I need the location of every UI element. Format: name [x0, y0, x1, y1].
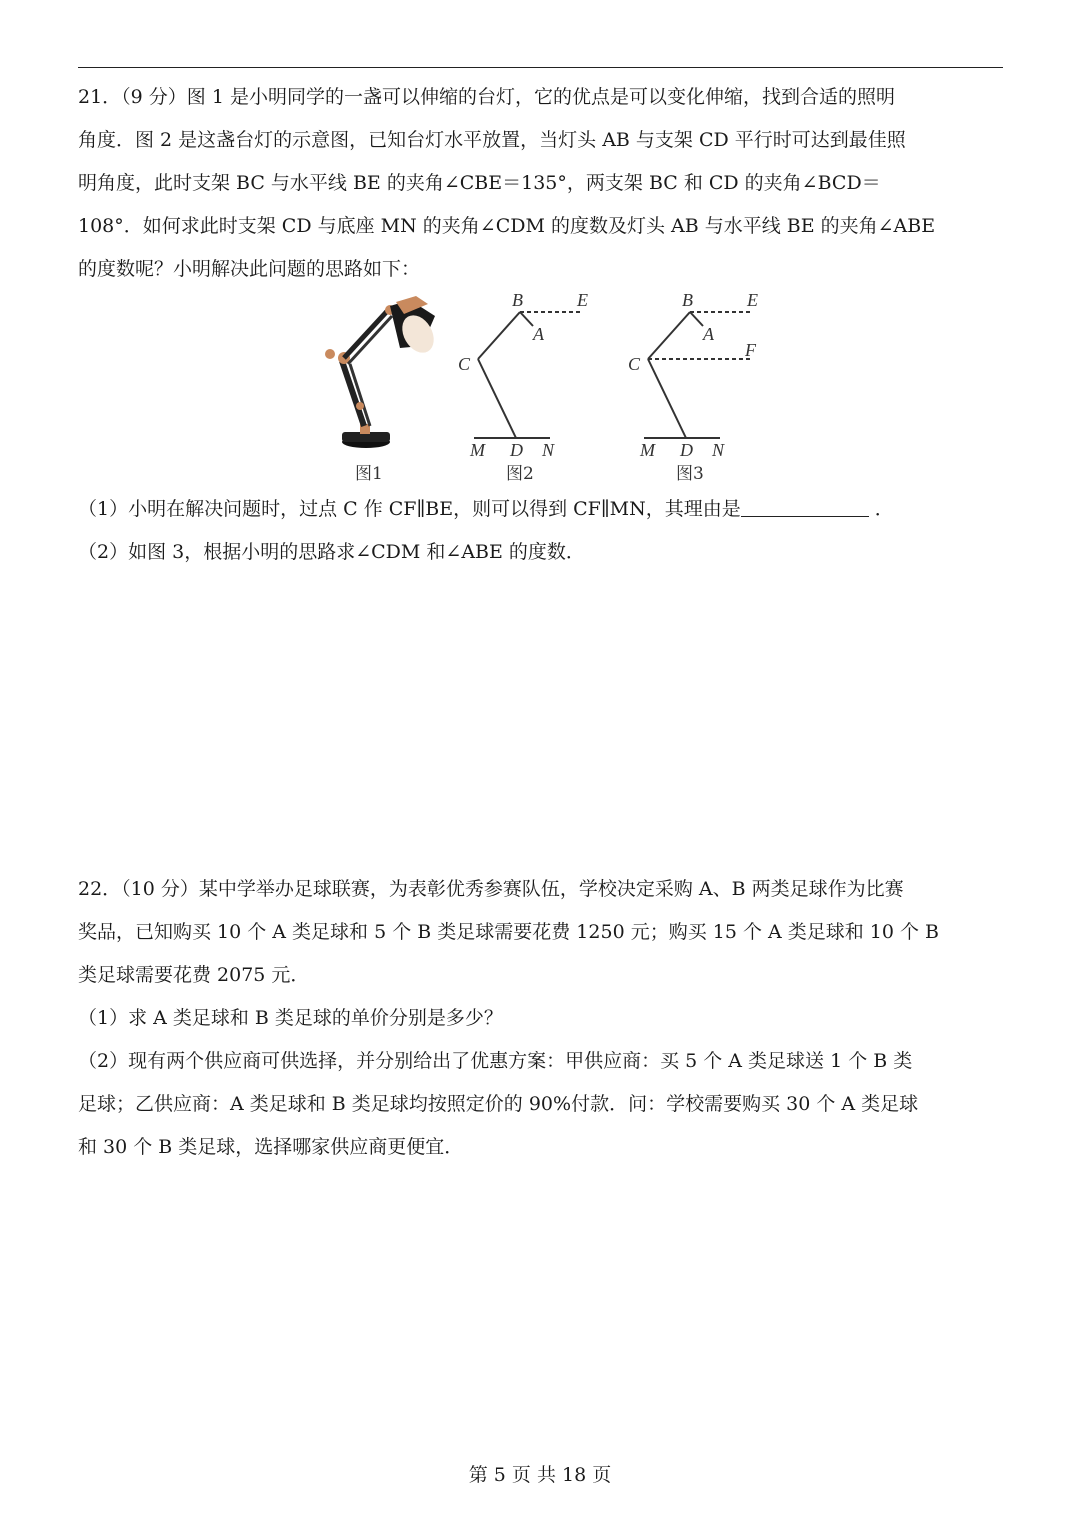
fig2-label-N: N — [542, 440, 555, 460]
fig2-label-A: A — [533, 324, 544, 344]
fig2-label-D: D — [510, 440, 523, 460]
q22-line-1: 22．（10 分）某中学举办足球联赛，为表彰优秀参赛队伍，学校决定采购 A、B 两类足球作为比赛 — [78, 878, 904, 900]
q21-line-4: 108°．如何求此时支架 CD 与底座 MN 的夹角∠CDM 的度数及灯头 AB 与水平线 BE 的夹角∠ABE — [78, 215, 936, 237]
fig2-label-C: C — [458, 354, 471, 374]
fig3-caption: 图3 — [676, 464, 704, 484]
fig3-label-D: D — [680, 440, 693, 460]
q21-part-2: （2）如图 3，根据小明的思路求∠CDM 和∠ABE 的度数． — [78, 541, 585, 563]
fig2-label-B: B — [512, 290, 523, 310]
fig2-caption: 图2 — [506, 464, 534, 484]
question-22 — [78, 868, 1003, 1169]
fig3-label-N: N — [712, 440, 725, 460]
q22-line-3: 类足球需要花费 2075 元． — [78, 964, 310, 986]
figure-2-diagram — [474, 312, 582, 438]
q22-part-2-line-3: 和 30 个 B 类足球，选择哪家供应商更便宜． — [78, 1136, 464, 1158]
q21-part-1-text: （1）小明在解决问题时，过点 C 作 CF∥BE，则可以得到 CF∥MN，其理由是 — [78, 498, 741, 520]
fig3-label-B: B — [682, 290, 693, 310]
q21-part-1-end: ． — [874, 498, 894, 520]
q21-line-3: 明角度，此时支架 BC 与水平线 BE 的夹角∠CBE＝135°，两支架 BC 和 CD 的夹角∠BCD＝ — [78, 172, 881, 194]
fig2-label-M: M — [470, 440, 485, 460]
fig3-label-F: F — [745, 340, 756, 360]
question-21-parts — [78, 488, 1003, 574]
q21-line-2: 角度．图 2 是这盏台灯的示意图，已知台灯水平放置，当灯头 AB 与支架 CD 平行时可达到最佳照 — [78, 129, 906, 151]
fig3-label-M: M — [640, 440, 655, 460]
lamp-illustration — [325, 296, 440, 484]
fig3-label-E: E — [747, 290, 758, 310]
q22-line-2: 奖品，已知购买 10 个 A 类足球和 5 个 B 类足球需要花费 1250 元；购买 15 个 A 类足球和 10 个 B — [78, 921, 940, 943]
fig3-label-C: C — [628, 354, 641, 374]
q22-part-2-line-2: 足球；乙供应商：A 类足球和 B 类足球均按照定价的 90%付款．问：学校需要购买 30 个 A 类足球 — [78, 1093, 919, 1115]
q21-part-1 — [78, 488, 1003, 531]
fig2-label-E: E — [577, 290, 588, 310]
fig3-label-A: A — [703, 324, 714, 344]
fig1-caption: 图1 — [355, 464, 383, 484]
figure-3-diagram — [644, 312, 752, 438]
page-footer: 第 5 页 共 18 页 — [468, 1464, 612, 1486]
question-21 — [78, 76, 1003, 291]
answer-blank[interactable] — [741, 494, 869, 517]
q22-part-1: （1）求 A 类足球和 B 类足球的单价分别是多少？ — [78, 1007, 503, 1029]
q21-line-5: 的度数呢？小明解决此问题的思路如下： — [78, 258, 421, 280]
q21-line-1: 21．（9 分）图 1 是小明同学的一盏可以伸缩的台灯，它的优点是可以变化伸缩，找到合适的照明 — [78, 86, 895, 108]
q21-figures — [300, 286, 780, 486]
q22-part-2-line-1: （2）现有两个供应商可供选择，并分别给出了优惠方案：甲供应商：买 5 个 A 类足球送 1 个 B 类 — [78, 1050, 913, 1072]
header-rule — [78, 67, 1003, 68]
